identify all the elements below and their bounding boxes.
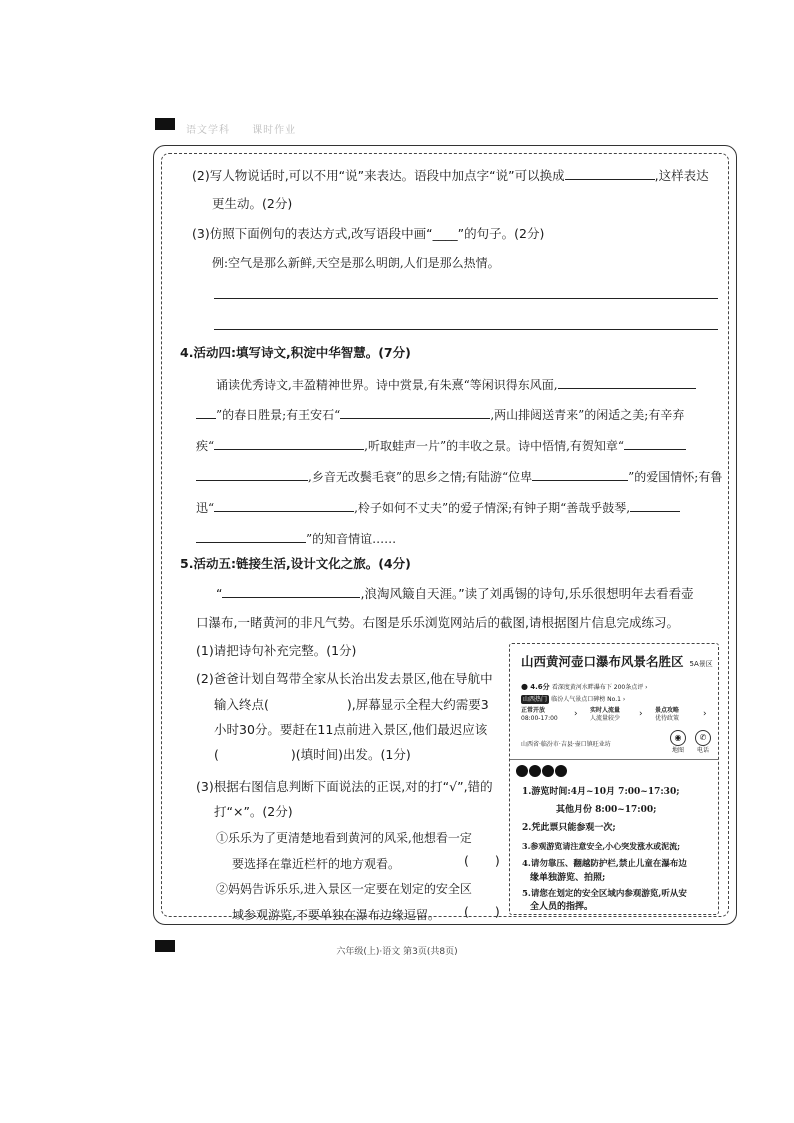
card-title: 山西黄河壶口瀑布风景名胜区 5A景区 xyxy=(521,654,713,669)
q2-line2: 更生动。(2分) xyxy=(212,196,293,211)
activity5-sub2-line1: (2)爸爸计划自驾带全家从长治出发去景区,他在导航中 xyxy=(196,671,493,686)
activity4-line6: ”的知音情谊…… xyxy=(196,531,396,547)
registration-mark-top xyxy=(155,118,175,130)
card-rank-row[interactable] xyxy=(521,695,625,704)
activity4-line4: ,乡音无改鬓毛衰”的思乡之情;有陆游“位卑 ”的爱国情怀;有鲁 xyxy=(196,469,722,485)
crowd-status: 实时人流量 人流量较少 xyxy=(590,707,621,722)
poem-blank-4b[interactable] xyxy=(196,469,308,481)
poem-line-blank[interactable] xyxy=(222,586,360,598)
chevron-right-icon[interactable]: › xyxy=(574,709,578,719)
judge-item-2-line2: 域参观游览,不要单独在瀑布边缘逗留。 xyxy=(232,908,440,922)
poem-blank-4[interactable] xyxy=(624,438,686,450)
activity4-line2: ”的春日胜景;有王安石“ ,两山排闼送青来”的闲适之美;有辛弃 xyxy=(196,407,684,423)
judge-item-1-line1: ①乐乐为了更清楚地看到黄河的风采,他想看一定 xyxy=(216,831,472,845)
activity4-line1: 诵读优秀诗文,丰盈精神世界。诗中赏景,有朱熹“等闲识得东风面, xyxy=(216,377,696,393)
header-left: 语文学科 xyxy=(186,125,230,136)
activity5-sub2-line2: 输入终点( ),屏幕显示全程大约需要3 xyxy=(214,697,489,712)
q2-line1: (2)写人物说话时,可以不用“说”来表达。语段中加点字“说”可以换成 ,这样表达 xyxy=(192,168,709,183)
q2-answer-blank[interactable] xyxy=(565,168,655,180)
rating-score: 4.6分 xyxy=(530,683,550,691)
activity5-title: 5.活动五:链接生活,设计文化之旅。(4分) xyxy=(180,556,411,571)
map-pin-icon[interactable]: ◉ xyxy=(670,730,686,746)
activity5-sub3-line1: (3)根据右图信息判断下面说法的正误,对的打“√”,错的 xyxy=(196,779,493,794)
poem-blank-7b[interactable] xyxy=(196,531,306,543)
q3-answer-line-1[interactable] xyxy=(214,298,718,299)
activity4-title: 4.活动四:填写诗文,积淀中华智慧。(7分) xyxy=(180,345,411,360)
rule-line: 1.游览时间:4月~10月 7:00~17:30; xyxy=(522,787,680,797)
judge-item-2-answer[interactable]: ( ) xyxy=(464,904,500,919)
rule-line: 全人员的指挥。 xyxy=(530,902,594,912)
rule-line: 3.参观游览请注意安全,小心突发涨水或泥流; xyxy=(522,841,681,851)
poem-blank-2[interactable] xyxy=(340,407,490,419)
activity5-sub1: (1)请把诗句补充完整。(1分) xyxy=(196,643,357,658)
chevron-right-icon[interactable]: › xyxy=(703,709,707,719)
rule-line: 4.请勿靠压、翻越防护栏,禁止儿童在瀑布边 xyxy=(522,859,687,869)
poem-blank-7[interactable] xyxy=(630,500,680,512)
card-address: 山西省·临汾市·吉县·壶口镇旺业坊 xyxy=(521,741,611,748)
rating-icon: ● xyxy=(521,682,528,691)
dot-icon xyxy=(529,765,541,777)
judge-item-1-line2: 要选择在靠近栏杆的地方观看。 xyxy=(232,857,401,871)
card-tag: 5A景区 xyxy=(689,660,713,668)
dot-icon xyxy=(516,765,528,777)
activity5-sub2-line3: 小时30分。要赶在11点前进入景区,他们最迟应该 xyxy=(214,722,488,737)
poem-blank-5[interactable] xyxy=(532,469,628,481)
q3-example: 例:空气是那么新鲜,天空是那么明朗,人们是那么热情。 xyxy=(212,256,500,270)
page-footer: 六年级(上)·语文 第3页(共8页) xyxy=(336,947,458,957)
rating-note: 看深度黄河水畔瀑布下 200条点评 › xyxy=(551,684,648,691)
q3-prompt: (3)仿照下面例句的表达方式,改写语段中画“____”的句子。(2分) xyxy=(192,226,545,241)
phone-icon[interactable]: ✆ xyxy=(695,730,711,746)
activity5-sub3-line2: 打“×”。(2分) xyxy=(214,804,293,819)
poem-blank-6[interactable] xyxy=(214,500,354,512)
judge-item-1-answer[interactable]: ( ) xyxy=(464,853,500,868)
activity4-line3: 疾“ ,听取蛙声一片”的丰收之景。诗中悟情,有贺知章“ xyxy=(196,438,686,454)
rank-badge: 山西热门 xyxy=(523,696,548,703)
rank-text: 临汾人气景点口碑榜 No.1 › xyxy=(551,696,626,703)
open-status: 正常开放 08:00-17:00 xyxy=(521,707,558,722)
activity4-line5: 迅“ ,柃子如何不丈夫”的爱子情深;有钟子期“善哉乎鼓琴, xyxy=(196,500,680,516)
activity5-line1: “ ,浪淘风簸自天涯。”读了刘禹锡的诗句,乐乐很想明年去看看壶 xyxy=(216,586,694,601)
poem-blank-3[interactable] xyxy=(214,438,364,450)
header-right: 课时作业 xyxy=(252,125,297,136)
activity5-line2: 口瀑布,一睹黄河的非凡气势。右图是乐乐浏览网站后的截图,请根据图片信息完成练习。 xyxy=(196,615,679,630)
phone-label: 电话 xyxy=(697,747,710,754)
activity5-sub2-line4: ( )(填时间)出发。(1分) xyxy=(214,747,411,762)
dot-icon xyxy=(542,765,554,777)
rule-line: 其他月份 8:00~17:00; xyxy=(556,805,657,815)
card-divider xyxy=(510,759,718,760)
poem-blank-1[interactable] xyxy=(558,377,696,389)
rule-line: 2.凭此票只能参观一次; xyxy=(522,823,616,833)
guide-link[interactable]: 景点攻略 优待政策 xyxy=(655,707,680,722)
dot-icon xyxy=(555,765,567,777)
judge-item-2-line1: ②妈妈告诉乐乐,进入景区一定要在划定的安全区 xyxy=(216,882,472,896)
scenic-info-card xyxy=(509,643,719,915)
rule-line: 5.请您在划定的安全区域内参观游览,听从安 xyxy=(522,889,687,899)
rule-line: 缘单独游览、拍照; xyxy=(530,873,606,883)
q3-answer-line-2[interactable] xyxy=(214,329,718,330)
map-label: 地图 xyxy=(672,747,685,754)
card-rating-row[interactable] xyxy=(521,682,648,692)
chevron-right-icon[interactable]: › xyxy=(639,709,643,719)
page-header xyxy=(186,121,314,136)
poem-blank-1b[interactable] xyxy=(196,407,216,419)
